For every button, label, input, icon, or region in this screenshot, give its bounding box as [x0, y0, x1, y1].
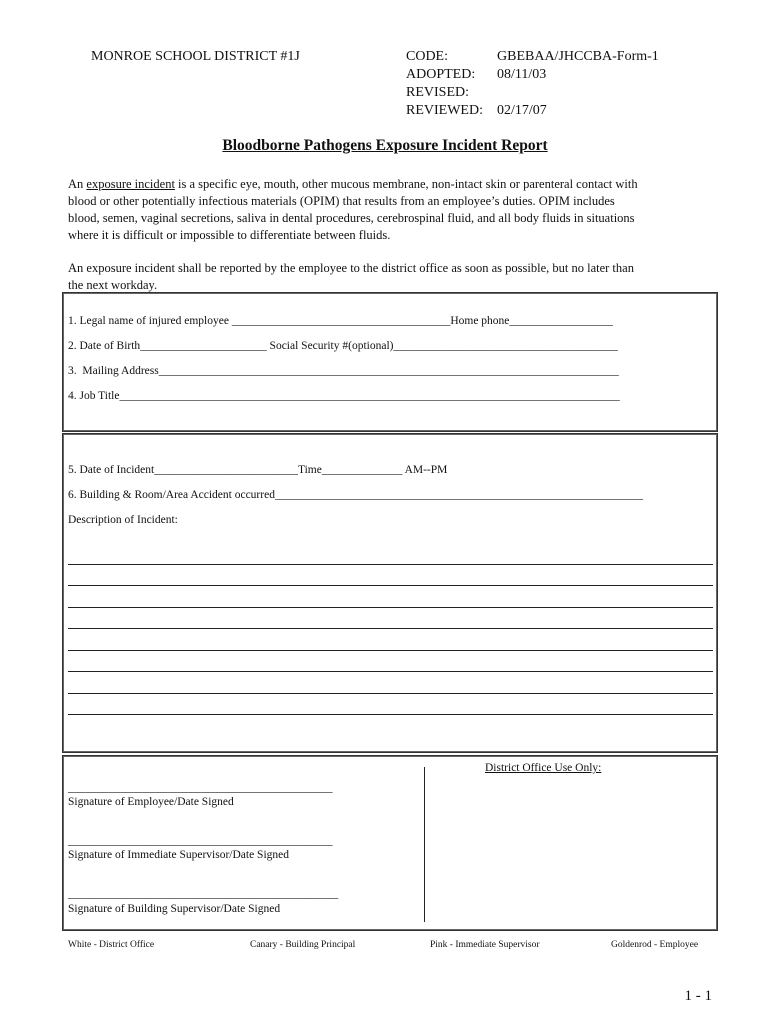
district-office-use-label: District Office Use Only:	[485, 762, 602, 774]
description-line[interactable]	[68, 714, 713, 715]
description-line[interactable]	[68, 585, 713, 586]
description-line[interactable]	[68, 693, 713, 694]
revised-label: REVISED:	[406, 85, 469, 100]
description-line[interactable]	[68, 650, 713, 651]
incident-date-field[interactable]: 5. Date of Incident_________________________Time______________ AM--PM	[68, 464, 448, 476]
def-line2: blood or other potentially infectious materials (OPIM) that results from an employee’s duties. OPIM includes	[68, 194, 615, 208]
employee-signature-label: Signature of Employee/Date Signed	[68, 796, 234, 808]
building-supervisor-signature-label: Signature of Building Supervisor/Date Signed	[68, 903, 281, 915]
def-line3: blood, semen, vaginal secretions, saliva in dental procedures, cerebrospinal fluid, and all body fluids in situations	[68, 211, 635, 225]
employee-signature-line[interactable]: ______________________________________________	[68, 782, 333, 794]
copy-pink: Pink - Immediate Supervisor	[430, 940, 540, 950]
code-label: CODE:	[406, 49, 448, 64]
signature-divider	[424, 767, 425, 922]
description-line[interactable]	[68, 564, 713, 565]
adopted-value: 08/11/03	[497, 67, 547, 82]
report-line2: the next workday.	[68, 278, 158, 292]
code-value: GBEBAA/JHCCBA-Form-1	[497, 49, 659, 64]
supervisor-signature-label: Signature of Immediate Supervisor/Date Signed	[68, 849, 290, 861]
legal-name-field[interactable]: 1. Legal name of injured employee ______________________________________Home phone__________________	[68, 315, 613, 327]
reviewed-value: 02/17/07	[497, 103, 547, 118]
report-line1: An exposure incident shall be reported by the employee to the district office as soon as possible, but no later than	[68, 261, 634, 275]
copy-canary: Canary - Building Principal	[250, 940, 356, 950]
incident-location-field[interactable]: 6. Building & Room/Area Accident occurred________________________________________________________________	[68, 489, 643, 501]
building-supervisor-signature-line[interactable]: _______________________________________________	[68, 888, 339, 900]
mailing-address-field[interactable]: 3. Mailing Address________________________________________________________________________________	[68, 365, 619, 377]
def-line1: is a specific eye, mouth, other mucous membrane, non-intact skin or parenteral contact with	[174, 177, 638, 191]
job-title-field[interactable]: 4. Job Title_______________________________________________________________________________________	[68, 390, 620, 402]
district-name: MONROE SCHOOL DISTRICT #1J	[91, 49, 300, 64]
supervisor-signature-line[interactable]: ______________________________________________	[68, 835, 333, 847]
def-line4: where it is difficult or impossible to differentiate between fluids.	[68, 228, 391, 242]
page-title: Bloodborne Pathogens Exposure Incident Report	[222, 137, 548, 154]
description-line[interactable]	[68, 628, 713, 629]
copy-goldenrod: Goldenrod - Employee	[611, 940, 699, 950]
description-line[interactable]	[68, 671, 713, 672]
copy-white: White - District Office	[68, 940, 155, 950]
page-number: 1 - 1	[684, 988, 712, 1004]
reporting-paragraph	[68, 260, 708, 294]
incident-box	[62, 433, 718, 753]
definition-paragraph	[68, 176, 708, 244]
description-line[interactable]	[68, 607, 713, 608]
def-prefix: An	[68, 177, 87, 191]
employee-info-box	[62, 292, 718, 432]
date-of-birth-field[interactable]: 2. Date of Birth______________________ Social Security #(optional)_______________________________________	[68, 340, 618, 352]
reviewed-label: REVIEWED:	[406, 103, 483, 118]
description-label: Description of Incident:	[68, 514, 178, 526]
adopted-label: ADOPTED:	[406, 67, 476, 82]
def-term: exposure incident	[86, 177, 175, 191]
